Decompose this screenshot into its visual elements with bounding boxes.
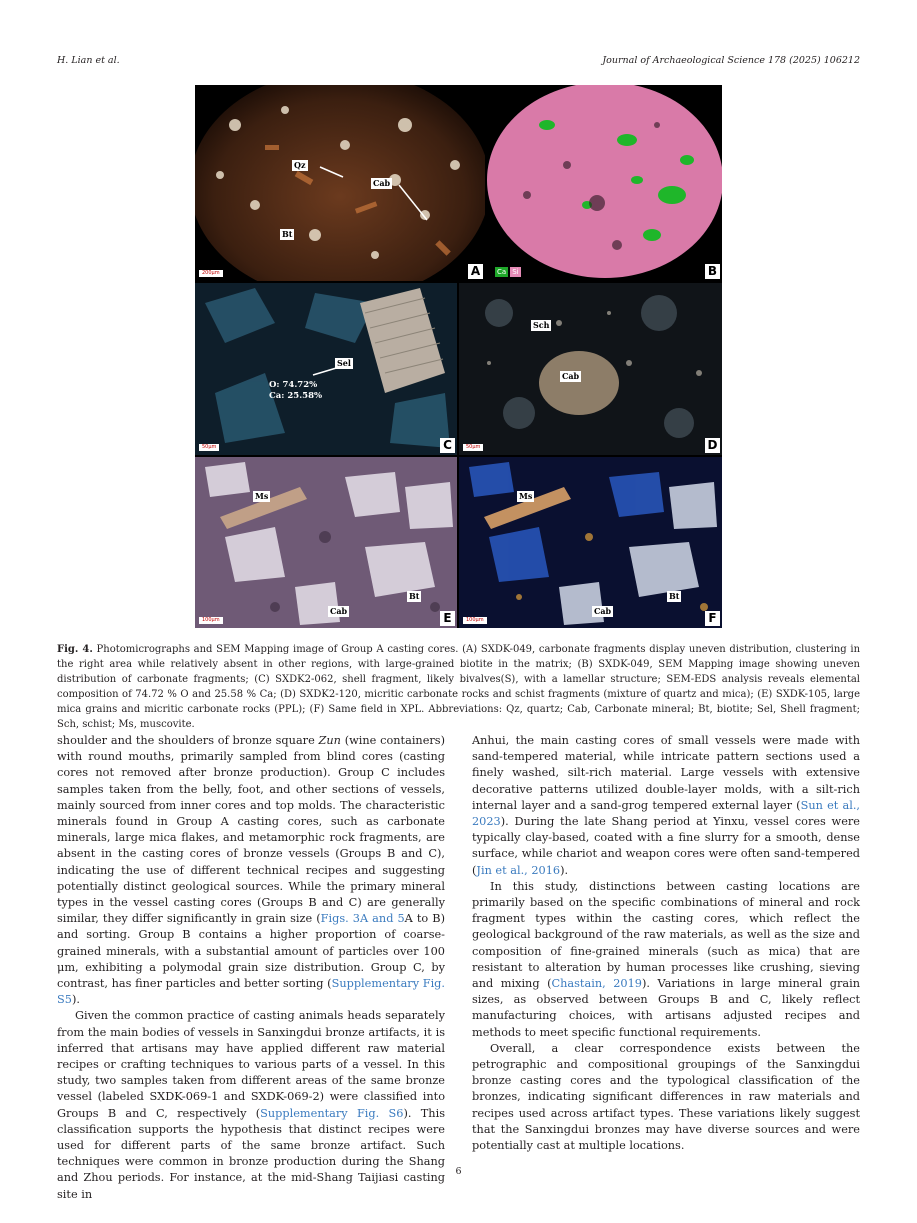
paragraph xyxy=(472,733,860,879)
text-run: ). During the late Shang period at Yinxu, vessel cores were typically clay-based, coated with a fine slurry for a smooth, dense surface, while chariot and weapon cores were often sand-tempered ( xyxy=(472,815,860,877)
supplementary-reference-link[interactable]: Supplementary Fig. S6 xyxy=(260,1106,404,1120)
panel-label-c: C xyxy=(440,438,455,453)
figure-caption xyxy=(57,642,860,732)
tag-qz: Qz xyxy=(294,160,306,170)
citation-link[interactable]: Chastain, 2019 xyxy=(551,977,642,991)
tag-cab: Cab xyxy=(594,606,612,616)
citation-link[interactable]: Sun et al., 2023 xyxy=(472,798,860,829)
tag-cab: Cab xyxy=(373,178,391,188)
eds-calcium: Ca: 25.58% xyxy=(269,391,323,401)
tag-sel: Sel xyxy=(337,358,351,368)
panel-f-micrograph xyxy=(459,457,722,628)
body-column-left xyxy=(57,733,445,1203)
panel-c-micrograph xyxy=(195,283,457,455)
panel-c-image xyxy=(195,283,457,455)
tag-bt: Bt xyxy=(669,591,680,601)
panel-label-b: B xyxy=(705,264,720,279)
panel-label-d: D xyxy=(705,438,720,453)
caption-text: Photomicrographs and SEM Mapping image of Group A casting cores. (A) SXDK-049, carbonate fragments display uneven distribution, clustering in the right area while relatively absent in other regions, with large-grained biotite in the matrix; (B) SXDK-049, SEM Mapping image showing uneven distribution of carbonate fragments; (C) SXDK2-062, shell fragment, likely bivalves(S), with a lamellar structure; SEM-EDS analysis reveals elemental composition of 74.72 % O and 25.58 % Ca; (D) SXDK2-120, micritic carbonate rocks and schist fragments (mixture of quartz and mica); (E) SXDK-105, large mica grains and micritic carbonate rocks (PPL); (F) Same field in XPL. Abbreviations: Qz, quartz; Cab, Carbonate mineral; Bt, biotite; Sel, Shell fragment; Sch, schist; Ms, muscovite. xyxy=(57,644,861,730)
text-run: ). xyxy=(71,993,80,1007)
text-run: ). Variations in large mineral grain sizes, as observed between Groups B and C, likely reflect manufacturing choices, with artisans adjusted recipes and methods to meet specific functional requirements. xyxy=(472,977,860,1039)
caption-label: Fig. 4. xyxy=(57,644,93,655)
text-run: Given the common practice of casting animals heads separately from the main bodies of vessels in Sanxingdui bronze artifacts, it is inferred that artisans may have applied different raw material recipes or crafting techniques to various parts of a vessel. In this study, two samples taken from different areas of the same bronze vessel (labeled SXDK-069-1 and SXDK-069-2) were classified into Groups B and C, respectively ( xyxy=(57,1009,445,1120)
panel-a-image xyxy=(195,85,485,281)
supplementary-reference-link[interactable]: Supplementary Fig. S5 xyxy=(57,977,446,1007)
body-column-right xyxy=(472,733,860,1154)
tag-sch: Sch xyxy=(533,320,550,330)
tag-bt: Bt xyxy=(409,591,420,601)
text-run: A to B) and sorting. Group B contains a higher proportion of coarse-grained minerals, with a substantial amount of particles over 100 μm, exhibiting a polymodal grain size distribution. Group C, by contrast, has finer particles and better sorting ( xyxy=(57,912,445,991)
tag-ms: Ms xyxy=(519,491,533,501)
tag-bt: Bt xyxy=(282,229,293,239)
tag-ms: Ms xyxy=(255,491,269,501)
panel-d-micrograph xyxy=(459,283,722,455)
legend-ca: Ca xyxy=(497,268,507,276)
text-run: Anhui, the main casting cores of small vessels were made with sand-tempered material, while intricate pattern sections used a finely washed, silt-rich material. Large vessels with extensive decorative patterns utilized double-layer molds, with a silt-rich internal layer and a sand-grog tempered external layer ( xyxy=(472,734,860,812)
panel-d-image xyxy=(459,283,722,455)
panel-b-sem-map xyxy=(487,85,722,281)
scale-bar: 50μm xyxy=(199,444,219,451)
panel-b-image xyxy=(487,85,722,281)
citation-link[interactable]: Jin et al., 2016 xyxy=(476,863,561,877)
scale-bar: 50μm xyxy=(463,444,483,451)
text-run-italic: Zun xyxy=(318,734,341,747)
text-run: shoulder and the shoulders of bronze square xyxy=(57,734,319,747)
scale-bar: 200μm xyxy=(199,270,223,277)
running-header-authors: H. Lian et al. xyxy=(57,55,120,66)
element-legend xyxy=(495,267,521,277)
text-run: ). xyxy=(560,863,569,877)
figure-4 xyxy=(195,85,722,628)
panel-label-e: E xyxy=(440,611,455,626)
panel-label-f: F xyxy=(705,611,720,626)
figure-reference-link[interactable]: Figs. 3A and 5 xyxy=(320,912,405,926)
scale-bar: 100μm xyxy=(463,617,487,624)
panel-f-image xyxy=(459,457,722,628)
panel-e-image xyxy=(195,457,457,628)
tag-cab: Cab xyxy=(562,371,580,381)
tag-cab: Cab xyxy=(330,606,348,616)
paragraph: Overall, a clear correspondence exists between the petrographic and compositional groupings of the Sanxingdui bronze casting cores and the typological classification of the bronzes, indicating significant differences in raw materials and recipes used across artifact types. These variations likely suggest that the Sanxingdui bronzes may have diverse sources and were potentially cast at multiple locations. xyxy=(472,1041,860,1153)
panel-label-a: A xyxy=(468,264,483,279)
text-run: In this study, distinctions between casting locations are primarily based on the specific combinations of mineral and rock fragment types within the casting cores, which reflect the geological background of the raw materials, as well as the size and composition of fine-grained minerals (such as mica) that are resistant to alteration by human processes like crushing, sieving and mixing ( xyxy=(472,879,860,991)
text-run: ). This classification supports the hypothesis that distinct recipes were used for different parts of the same bronze artifact. Such techniques were common in bronze production during the Shang and Zhou periods. For instance, at the mid-Shang Taijiasi casting site in xyxy=(57,1106,445,1201)
page-number: 6 xyxy=(455,1166,462,1177)
eds-readout xyxy=(269,380,322,402)
panel-e-micrograph xyxy=(195,457,457,628)
scale-bar: 100μm xyxy=(199,617,223,624)
paragraph xyxy=(57,733,445,1008)
eds-oxygen: O: 74.72% xyxy=(269,380,318,390)
legend-si: Si xyxy=(512,268,519,276)
running-header-journal: Journal of Archaeological Science 178 (2025) 106212 xyxy=(602,55,860,66)
text-run: (wine containers) with round mouths, primarily sampled from blind cores (casting cores not removed after bronze production). Group C includes samples taken from the belly, foot, and other sections of vessels, mainly sourced from inner cores and top molds. The characteristic minerals found in Group A casting cores, such as carbonate minerals, large mica flakes, and metamorphic rock fragments, are absent in the casting cores of bronze vessels (Groups B and C), indicating the use of different technical recipes and suggesting potentially distinct geological sources. While the primary mineral types in the vessel casting cores (Groups B and C) are generally similar, they differ significantly in grain size ( xyxy=(57,734,445,926)
paragraph xyxy=(472,879,860,1041)
panel-a-micrograph xyxy=(195,85,485,281)
